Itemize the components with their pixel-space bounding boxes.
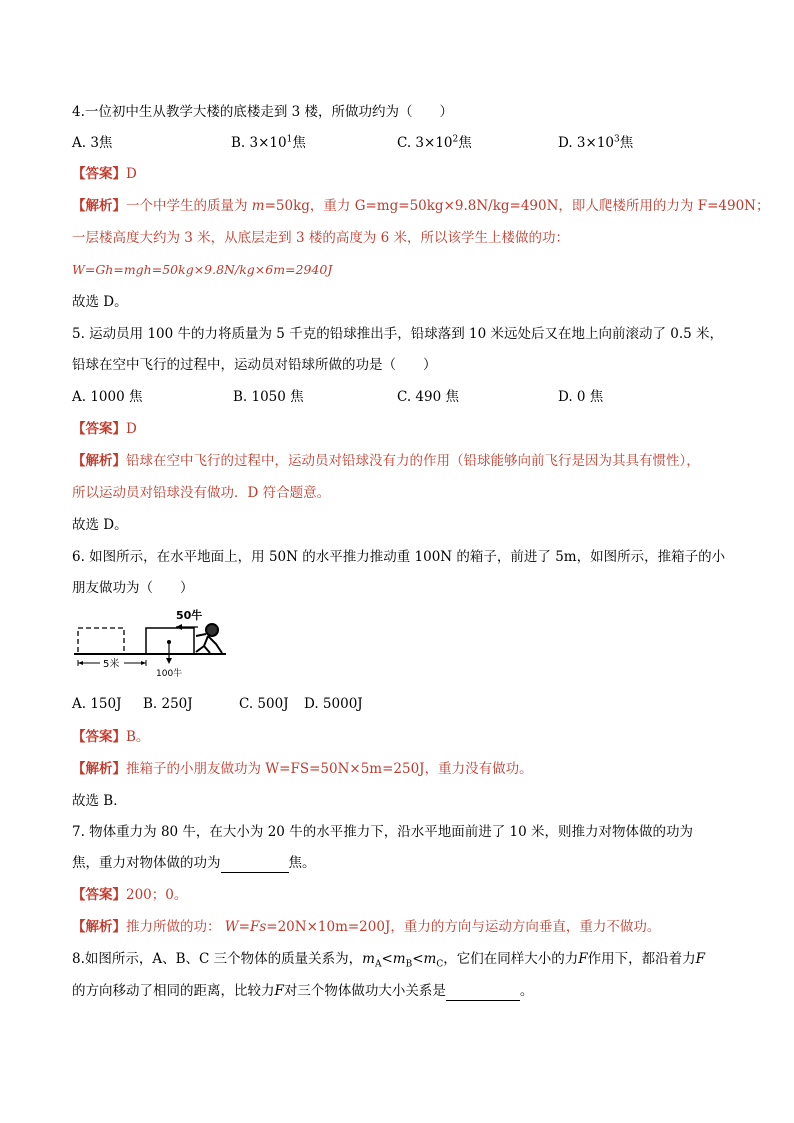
q8-stem-line1: 8.如图所示，A、B、C 三个物体的质量关系为，$m_A<m_B<m_C$，它们在同样大小的力F作用下，都沿着力F [72, 951, 705, 970]
q7-answer: 【答案】200；0。 [72, 887, 188, 903]
q6-push-box-figure [72, 606, 232, 678]
q4-explain-line2: 一层楼高度大约为 3 米，从底层走到 3 楼的高度为 6 米，所以该学生上楼做的功： [72, 230, 570, 246]
q8-answer-blank[interactable] [446, 984, 520, 1001]
q4-option-a: A. 3焦 [72, 135, 113, 151]
q5-option-b: B. 1050 焦 [233, 389, 304, 405]
q5-option-a: A. 1000 焦 [72, 389, 143, 405]
box-start-dashed [78, 628, 124, 654]
q5-answer: 【答案】D [72, 421, 137, 437]
child-figure [196, 624, 222, 653]
q7-answer-blank[interactable] [221, 856, 289, 873]
q4-answer: 【答案】D [72, 166, 137, 182]
q5-explain-line2: 所以运动员对铅球没有做功．D 符合题意。 [72, 485, 331, 501]
q7-explain: 【解析】推力所做的功： W=Fs=20N×10m=200J，重力的方向与运动方向垂直，重力不做功。 [72, 919, 661, 935]
q6-explain-line1: 【解析】推箱子的小朋友做功为 W=FS=50N×5m=250J，重力没有做功。 [72, 761, 533, 777]
q5-explain-line1: 【解析】铅球在空中飞行的过程中，运动员对铅球没有力的作用（铅球能够向前飞行是因为其具有惯性）， [72, 453, 700, 469]
q4-formula: W=Gh=mgh=50kg×9.8N/kg×6m=2940J [72, 262, 333, 277]
q4-option-c: C. $3\times 10^2$焦 [397, 134, 472, 151]
q8-stem-line2: 的方向移动了相同的距离，比较力F对三个物体做功大小关系是 。 [72, 983, 534, 999]
q5-option-c: C. 490 焦 [397, 389, 459, 405]
q5-conclusion: 故选 D。 [72, 517, 128, 533]
weight-label: 100牛 [156, 669, 183, 678]
q4-option-b: B. $3\times 10^1$焦 [231, 134, 306, 151]
q5-stem-line1: 5. 运动员用 100 牛的力将质量为 5 千克的铅球推出手，铅球落到 10 米远处后又在地上向前滚动了 0.5 米， [72, 326, 724, 342]
force-label: 50牛 [176, 609, 203, 622]
q6-option-c: C. 500J [239, 696, 289, 712]
q6-stem-line2: 朋友做功为（ ） [72, 580, 194, 596]
q7-stem-line2: 焦，重力对物体做的功为 焦。 [72, 855, 316, 871]
q6-conclusion: 故选 B． [72, 793, 127, 809]
force-arrowhead [176, 624, 182, 630]
q4-explain-line1: 【解析】一个中学生的质量为 m=50kg，重力 G=mg=50kg×9.8N/kg=490N，即人爬楼所用的力为 F=490N； [72, 198, 770, 214]
q4-option-d: D. $3\times 10^3$焦 [558, 134, 634, 151]
q4-stem: 4.一位初中生从教学大楼的底楼走到 3 楼，所做功约为（ ） [72, 104, 454, 120]
q4-conclusion: 故选 D。 [72, 294, 128, 310]
q6-stem-line1: 6. 如图所示，在水平地面上，用 50N 的水平推力推动重 100N 的箱子，前进了 5m，如图所示，推箱子的小 [72, 549, 726, 565]
distance-label: 5米 [103, 659, 120, 670]
q6-option-a: A. 150J [72, 696, 122, 712]
q6-option-b: B. 250J [143, 696, 193, 712]
q5-option-d: D. 0 焦 [558, 389, 604, 405]
q7-stem-line1: 7. 物体重力为 80 牛，在大小为 20 牛的水平推力下，沿水平地面前进了 10 米，则推力对物体做的功为 [72, 824, 693, 840]
q5-stem-line2: 铅球在空中飞行的过程中，运动员对铅球所做的功是（ ） [72, 357, 437, 373]
q6-option-d: D. 5000J [304, 696, 363, 712]
q6-answer: 【答案】B。 [72, 729, 150, 745]
